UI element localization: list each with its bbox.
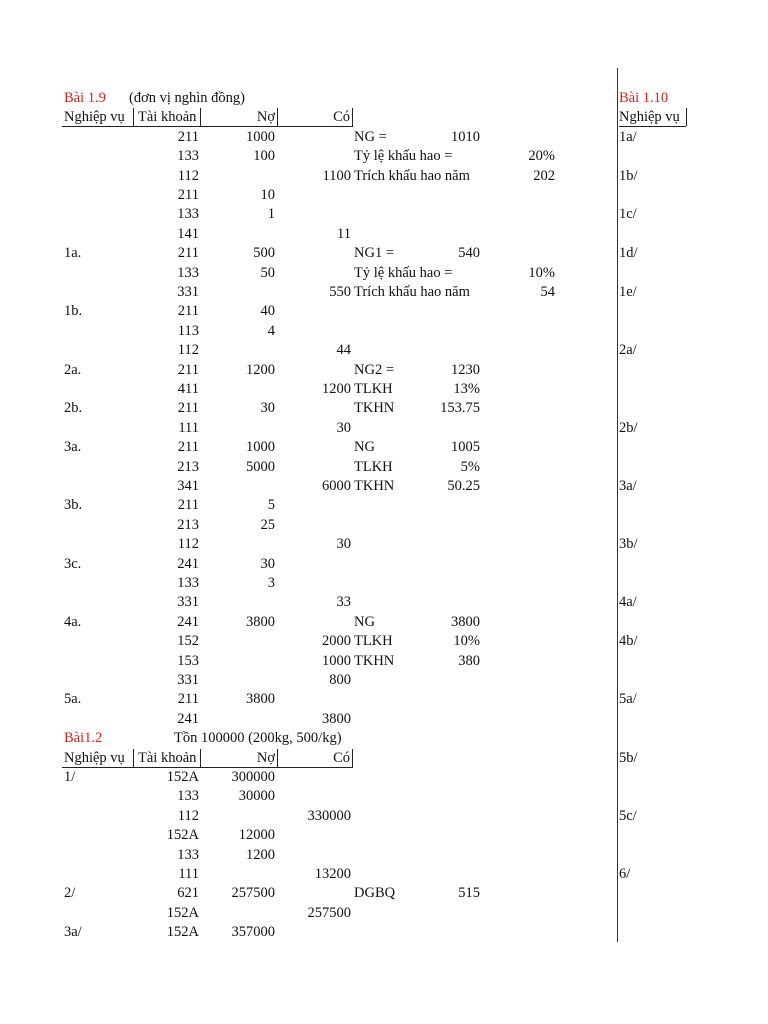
calc-value — [420, 264, 480, 282]
calc-value: 1005 — [451, 439, 480, 456]
calc-value-2 — [495, 361, 555, 379]
calc-value — [420, 826, 480, 844]
calc-value — [420, 846, 480, 864]
calc-label: NG1 = — [354, 245, 394, 262]
calc-label: Tỷ lệ khấu hao = — [354, 148, 453, 165]
calc-label: NG — [354, 439, 375, 456]
entry-tai-khoan: 133 — [177, 846, 199, 863]
entry-co: 257500 — [307, 904, 351, 921]
bai110-item: 3b/ — [619, 536, 638, 553]
entry-nghiep-vu: 3a/ — [64, 924, 82, 941]
calc-value — [420, 225, 480, 243]
header-separator — [200, 749, 201, 767]
calc-value-2 — [495, 496, 555, 514]
calc-value-2 — [495, 186, 555, 204]
calc-value — [420, 904, 480, 922]
calc-value: 153.75 — [440, 400, 480, 417]
entry-no: 257500 — [231, 885, 275, 902]
calc-value — [420, 147, 480, 165]
entry-no: 357000 — [231, 924, 275, 941]
bai110-item: 1c/ — [619, 206, 637, 223]
calc-value — [420, 807, 480, 825]
calc-value — [420, 205, 480, 223]
calc-value: 10% — [453, 633, 480, 650]
calc-value: 1230 — [451, 361, 480, 378]
calc-value: 5% — [460, 458, 480, 475]
calc-value — [420, 516, 480, 534]
calc-label: TKHN — [354, 652, 395, 669]
calc-label: Trích khấu hao năm — [354, 167, 470, 184]
calc-value: 50.25 — [447, 478, 480, 494]
bai110-item: 5b/ — [619, 749, 638, 766]
calc-value-2: 10% — [528, 264, 555, 281]
header-nghiep-vu: Nghiệp vụ — [64, 109, 125, 126]
calc-value-2 — [495, 458, 555, 476]
entry-tai-khoan: 112 — [177, 167, 199, 184]
bai110-item: 4b/ — [619, 633, 638, 650]
calc-value: 3800 — [451, 613, 480, 630]
calc-value-2: 54 — [540, 284, 555, 300]
bai110-header: Nghiệp vụ — [619, 108, 686, 127]
entry-tai-khoan: 111 — [178, 419, 199, 436]
entry-co — [280, 322, 351, 340]
calc-value-2 — [495, 419, 555, 437]
bai110-item: 2b/ — [619, 419, 638, 436]
entry-co: 30 — [336, 536, 351, 553]
bai110-item: 6/ — [619, 866, 631, 882]
calc-value-2 — [495, 535, 555, 553]
calc-value — [420, 923, 480, 941]
calc-value-2 — [495, 652, 555, 670]
header-no: Nợ — [256, 109, 275, 126]
calc-value — [420, 593, 480, 611]
entry-co — [280, 690, 351, 708]
calc-value-2 — [495, 225, 555, 243]
calc-value-2 — [495, 322, 555, 340]
entry-co: 11 — [337, 225, 351, 242]
calc-value — [420, 322, 480, 340]
bai110-item: 5c/ — [619, 807, 637, 824]
entry-tai-khoan: 112 — [177, 536, 199, 553]
entry-tai-khoan: 152 — [177, 633, 199, 650]
calc-value-2 — [495, 302, 555, 320]
entry-tai-khoan: 141 — [177, 225, 199, 242]
entry-no — [205, 225, 275, 243]
entry-no: 100 — [253, 148, 275, 165]
entry-no — [205, 419, 275, 437]
header-separator — [352, 108, 353, 126]
bai110-item: 1a/ — [619, 128, 637, 145]
entry-no — [205, 477, 275, 495]
entry-co — [280, 574, 351, 592]
entry-no — [205, 632, 275, 650]
calc-value — [420, 186, 480, 204]
entry-co — [280, 205, 351, 223]
entry-no: 30 — [260, 555, 275, 572]
entry-co — [280, 128, 351, 146]
entry-co: 1200 — [322, 381, 351, 397]
entry-no: 1 — [267, 206, 275, 223]
entry-co — [280, 613, 351, 631]
entry-tai-khoan: 112 — [177, 807, 199, 824]
entry-no — [205, 535, 275, 553]
entry-tai-khoan: 152A — [166, 924, 199, 941]
entry-tai-khoan: 621 — [177, 885, 199, 902]
calc-value — [420, 710, 480, 728]
entry-no — [205, 283, 275, 301]
entry-co — [275, 846, 351, 864]
entry-co — [275, 923, 351, 941]
calc-value — [420, 419, 480, 437]
bai110-item: 4a/ — [619, 594, 637, 611]
entry-co: 3800 — [322, 710, 351, 727]
entry-co: 30 — [336, 419, 351, 436]
entry-co: 2000 — [322, 633, 351, 650]
header-tai-khoan: Tài khoản — [138, 109, 197, 126]
header-separator — [686, 108, 687, 126]
calc-value-2 — [495, 477, 555, 495]
entry-tai-khoan: 133 — [177, 788, 199, 805]
entry-no: 10 — [260, 187, 275, 203]
entry-nghiep-vu: 3c. — [64, 555, 82, 572]
entry-no: 1200 — [246, 846, 275, 863]
entry-co: 1000 — [322, 652, 351, 669]
entry-co: 550 — [329, 284, 351, 300]
bai110-item: 3a/ — [619, 478, 637, 494]
calc-value — [420, 167, 480, 185]
calc-value-2 — [495, 244, 555, 262]
calc-label: TLKH — [354, 458, 393, 475]
entry-tai-khoan: 211 — [177, 691, 199, 708]
calc-value — [420, 768, 480, 786]
entry-co — [280, 147, 351, 165]
entry-tai-khoan: 411 — [177, 381, 199, 397]
entry-no: 300000 — [231, 769, 275, 785]
calc-value-2 — [495, 380, 555, 398]
entry-tai-khoan: 211 — [177, 361, 199, 378]
entry-no: 1200 — [246, 361, 275, 378]
calc-value — [420, 535, 480, 553]
entry-nghiep-vu: 4a. — [64, 613, 82, 630]
calc-value — [420, 787, 480, 805]
header-separator — [200, 108, 201, 126]
entry-nghiep-vu: 2a. — [64, 361, 82, 378]
bai12-title: Bài1.2 — [64, 730, 103, 747]
entry-co: 44 — [336, 342, 351, 359]
entry-co — [275, 826, 351, 844]
entry-tai-khoan: 111 — [178, 866, 199, 882]
calc-value: 1010 — [451, 128, 480, 145]
entry-co — [280, 186, 351, 204]
entry-tai-khoan: 241 — [177, 613, 199, 630]
calc-value — [420, 555, 480, 573]
entry-no — [205, 652, 275, 670]
entry-tai-khoan: 113 — [177, 322, 199, 339]
entry-co — [280, 555, 351, 573]
calc-value: 540 — [458, 245, 480, 262]
bai19-title: Bài 1.9 — [64, 90, 106, 106]
entry-no: 3 — [267, 575, 275, 591]
calc-value — [420, 574, 480, 592]
bai110-item: 1d/ — [619, 245, 638, 262]
entry-tai-khoan: 211 — [177, 245, 199, 262]
header-separator — [133, 108, 134, 126]
entry-tai-khoan: 152A — [166, 769, 199, 785]
calc-value-2 — [495, 128, 555, 146]
entry-no — [205, 710, 275, 728]
entry-tai-khoan: 211 — [177, 303, 199, 320]
entry-co: 6000 — [322, 478, 351, 494]
entry-co — [280, 361, 351, 379]
bai110-title: Bài 1.10 — [619, 90, 669, 106]
entry-co — [280, 302, 351, 320]
entry-co — [275, 884, 351, 902]
entry-no: 30000 — [238, 788, 275, 805]
entry-tai-khoan: 112 — [177, 342, 199, 359]
calc-label: NG = — [354, 128, 387, 145]
bai110-item: 5a/ — [619, 691, 637, 708]
entry-co: 13200 — [314, 866, 351, 882]
entry-no — [200, 807, 275, 825]
entry-co — [280, 399, 351, 417]
entry-co — [280, 264, 351, 282]
calc-value-2 — [495, 341, 555, 359]
entry-tai-khoan: 133 — [177, 575, 199, 591]
entry-tai-khoan: 241 — [177, 710, 199, 727]
entry-tai-khoan: 341 — [177, 478, 199, 494]
header-co: Có — [333, 109, 350, 126]
header-separator — [352, 749, 353, 767]
calc-value-2 — [495, 613, 555, 631]
entry-co — [280, 438, 351, 456]
calc-value-2 — [495, 555, 555, 573]
entry-tai-khoan: 331 — [177, 284, 199, 300]
entry-no: 500 — [253, 245, 275, 262]
bai12-note: Tồn 100000 (200kg, 500/kg) — [174, 730, 342, 747]
entry-tai-khoan: 152A — [166, 904, 199, 921]
entry-tai-khoan: 211 — [177, 439, 199, 456]
entry-no — [205, 671, 275, 689]
column-divider — [617, 68, 618, 942]
entry-no: 3800 — [246, 691, 275, 708]
entry-co — [280, 244, 351, 262]
entry-tai-khoan: 133 — [177, 206, 199, 223]
calc-value-2 — [495, 438, 555, 456]
entry-no: 30 — [260, 400, 275, 417]
calc-value-2 — [495, 205, 555, 223]
entry-tai-khoan: 213 — [177, 458, 199, 475]
calc-value — [420, 302, 480, 320]
calc-value-2 — [495, 593, 555, 611]
header-nghiep-vu: Nghiệp vụ — [64, 749, 125, 766]
entry-no: 3800 — [246, 613, 275, 630]
calc-value: 515 — [458, 885, 480, 902]
entry-no: 1000 — [246, 439, 275, 456]
entry-tai-khoan: 211 — [177, 400, 199, 417]
entry-no: 1000 — [246, 128, 275, 145]
calc-label: Tỷ lệ khấu hao = — [354, 264, 453, 281]
entry-tai-khoan: 331 — [177, 594, 199, 611]
entry-no: 5000 — [246, 458, 275, 475]
entry-tai-khoan: 241 — [177, 555, 199, 572]
entry-no: 12000 — [238, 827, 275, 844]
calc-value-2 — [495, 574, 555, 592]
header-separator — [133, 749, 134, 767]
header-co: Có — [333, 749, 350, 766]
entry-tai-khoan: 152A — [166, 827, 199, 844]
calc-value-2: 20% — [528, 148, 555, 165]
calc-value-2 — [495, 516, 555, 534]
entry-nghiep-vu: 1/ — [64, 769, 76, 785]
entry-co — [280, 458, 351, 476]
entry-co: 1100 — [322, 167, 351, 184]
calc-value — [420, 496, 480, 514]
entry-tai-khoan: 133 — [177, 264, 199, 281]
entry-no — [205, 341, 275, 359]
calc-label: TLKH — [354, 381, 393, 397]
calc-value: 380 — [458, 652, 480, 669]
header-separator — [277, 749, 278, 767]
entry-co — [280, 496, 351, 514]
entry-no — [205, 167, 275, 185]
bai110-item: 2a/ — [619, 342, 637, 359]
calc-label: NG — [354, 613, 375, 630]
entry-co — [275, 768, 351, 786]
entry-nghiep-vu: 3a. — [64, 439, 82, 456]
bai110-item: 1e/ — [619, 284, 637, 300]
calc-value-2 — [495, 671, 555, 689]
entry-no: 25 — [260, 516, 275, 533]
header-no: Nợ — [256, 749, 275, 766]
calc-value — [420, 341, 480, 359]
calc-value-2 — [495, 710, 555, 728]
calc-label: TLKH — [354, 633, 393, 650]
entry-no — [205, 593, 275, 611]
entry-no — [205, 380, 275, 398]
entry-nghiep-vu: 1b. — [64, 303, 83, 320]
calc-label: TKHN — [354, 478, 395, 494]
entry-tai-khoan: 211 — [177, 187, 199, 203]
entry-co: 33 — [336, 594, 351, 611]
calc-value — [420, 283, 480, 301]
calc-value: 13% — [453, 381, 480, 397]
entry-tai-khoan: 133 — [177, 148, 199, 165]
entry-nghiep-vu: 2b. — [64, 400, 83, 417]
entry-tai-khoan: 211 — [177, 497, 199, 514]
header-separator — [277, 108, 278, 126]
bai19-unit: (đơn vị nghìn đồng) — [129, 90, 246, 106]
header-tai-khoan: Tài khoản — [138, 749, 197, 766]
entry-tai-khoan: 213 — [177, 516, 199, 533]
calc-label: TKHN — [354, 400, 395, 417]
entry-nghiep-vu: 2/ — [64, 885, 76, 902]
calc-label: DGBQ — [354, 885, 396, 902]
entry-co: 330000 — [307, 807, 351, 824]
entry-tai-khoan: 331 — [177, 672, 199, 688]
entry-no: 5 — [267, 497, 275, 514]
entry-no: 40 — [260, 303, 275, 320]
entry-no: 4 — [267, 322, 275, 339]
entry-nghiep-vu: 5a. — [64, 691, 82, 708]
entry-tai-khoan: 153 — [177, 652, 199, 669]
calc-value-2: 202 — [533, 167, 555, 184]
entry-no — [200, 865, 275, 883]
calc-label: NG2 = — [354, 361, 394, 378]
entry-nghiep-vu: 3b. — [64, 497, 83, 514]
calc-value-2 — [495, 690, 555, 708]
entry-co — [280, 516, 351, 534]
entry-tai-khoan: 211 — [177, 128, 199, 145]
entry-no — [200, 904, 275, 922]
calc-value — [420, 865, 480, 883]
entry-co: 800 — [329, 672, 351, 688]
calc-value — [420, 690, 480, 708]
bai110-item: 1b/ — [619, 167, 638, 184]
calc-value — [420, 671, 480, 689]
entry-nghiep-vu: 1a. — [64, 245, 82, 262]
calc-value-2 — [495, 632, 555, 650]
entry-no: 50 — [260, 264, 275, 281]
entry-co — [275, 787, 351, 805]
calc-value-2 — [495, 399, 555, 417]
calc-label: Trích khấu hao năm — [354, 284, 470, 300]
